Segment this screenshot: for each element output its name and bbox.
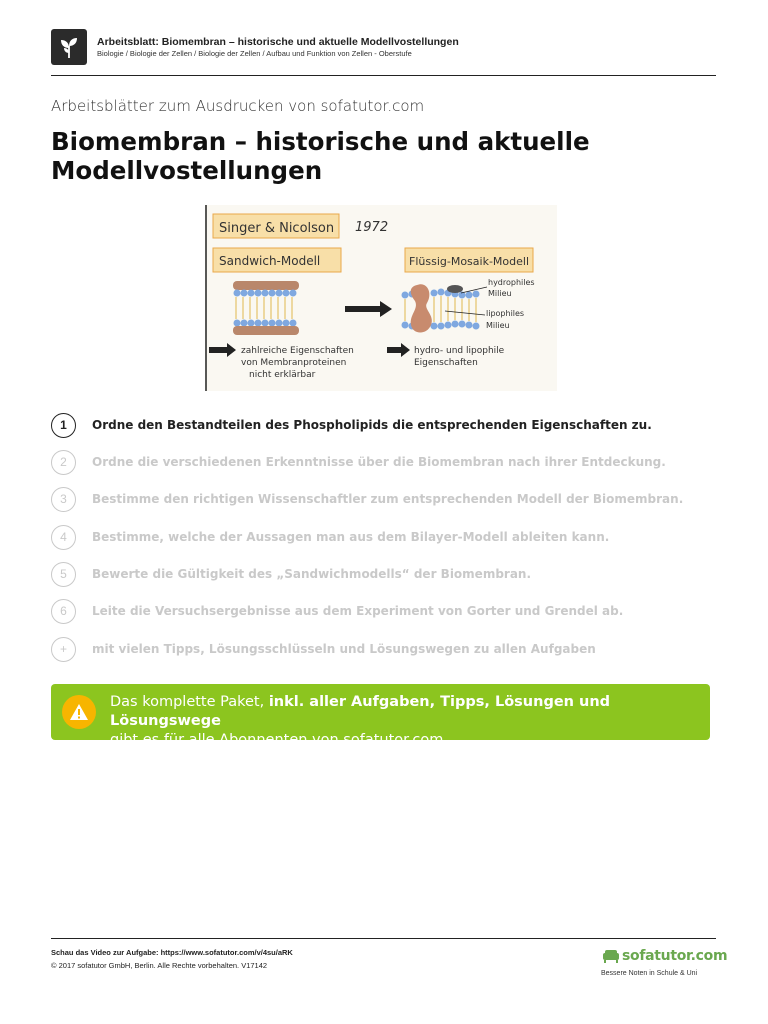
task-item[interactable] bbox=[51, 522, 716, 552]
plant-icon bbox=[51, 29, 87, 65]
task-text: mit vielen Tipps, Lösungsschlüsseln und Lösungswegen zu allen Aufgaben bbox=[92, 642, 596, 656]
task-number: 2 bbox=[51, 450, 76, 475]
task-item[interactable] bbox=[51, 634, 716, 664]
page-footer bbox=[51, 938, 728, 977]
right-model-label: Flüssig-Mosaik-Modell bbox=[409, 255, 529, 268]
task-text: Bewerte die Gültigkeit des „Sandwichmodells“ der Biomembran. bbox=[92, 567, 532, 581]
banner-text-prefix: Das komplette Paket, bbox=[110, 694, 269, 710]
note-left-2: von Membranproteinen bbox=[241, 358, 347, 368]
worksheet-header bbox=[51, 29, 716, 76]
banner-text-bold: inkl. aller Aufgaben, Tipps, Lösungen und Lösungswege bbox=[110, 694, 611, 729]
task-number: + bbox=[51, 637, 76, 662]
task-text: Ordne den Bestandteilen des Phospholipids die entsprechenden Eigenschaften zu. bbox=[92, 418, 652, 432]
brand-name: sofatutor.com bbox=[622, 948, 728, 964]
task-number: 1 bbox=[51, 413, 76, 438]
page-title-line-1: Biomembran – historische und aktuelle bbox=[51, 127, 590, 156]
figure-year: 1972 bbox=[355, 220, 389, 235]
page-subtitle: Arbeitsblätter zum Ausdrucken von sofatutor.com bbox=[51, 97, 425, 115]
note-left-3: nicht erklärbar bbox=[249, 370, 316, 380]
task-number: 5 bbox=[51, 562, 76, 587]
task-text: Ordne die verschiedenen Erkenntnisse über die Biomembran nach ihrer Entdeckung. bbox=[92, 455, 666, 469]
note-left-1: zahlreiche Eigenschaften bbox=[241, 346, 354, 356]
task-number: 4 bbox=[51, 525, 76, 550]
label-lipophil-2: Milieu bbox=[486, 321, 510, 330]
label-hydrophil-1: hydrophiles bbox=[488, 278, 535, 287]
label-lipophil-1: lipophiles bbox=[486, 309, 525, 318]
task-item[interactable] bbox=[51, 596, 716, 626]
membrane-model-illustration bbox=[205, 205, 557, 391]
task-number: 3 bbox=[51, 487, 76, 512]
subscription-banner[interactable] bbox=[51, 684, 710, 748]
warning-icon bbox=[62, 695, 96, 729]
task-item[interactable] bbox=[51, 484, 716, 514]
page-title bbox=[51, 127, 651, 185]
sofatutor-logo bbox=[601, 946, 728, 986]
figure-authors: Singer & Nicolson bbox=[219, 221, 335, 236]
task-item[interactable] bbox=[51, 559, 716, 589]
task-item[interactable] bbox=[51, 447, 716, 477]
task-text: Leite die Versuchsergebnisse aus dem Experiment von Gorter und Grendel ab. bbox=[92, 604, 624, 618]
left-model-label: Sandwich-Modell bbox=[219, 254, 321, 268]
task-item[interactable] bbox=[51, 410, 716, 440]
video-link[interactable]: Schau das Video zur Aufgabe: https://www.sofatutor.com/v/4su/aRK bbox=[51, 948, 293, 957]
brand-slogan: Bessere Noten in Schule & Uni bbox=[601, 970, 698, 977]
copyright-text: © 2017 sofatutor GmbH, Berlin. Alle Rechte vorbehalten. V17142 bbox=[51, 961, 268, 970]
header-title: Arbeitsblatt: Biomembran – historische und aktuelle Modellvostellungen bbox=[97, 36, 459, 48]
note-right-2: Eigenschaften bbox=[414, 358, 478, 368]
label-hydrophil-2: Milieu bbox=[488, 289, 512, 298]
breadcrumb: Biologie / Biologie der Zellen / Biologie der Zellen / Aufbau und Funktion von Zellen - Oberstufe bbox=[97, 49, 412, 58]
banner-text-line2: gibt es für alle Abonnenten von sofatutor.com bbox=[110, 732, 444, 748]
task-text: Bestimme den richtigen Wissenschaftler zum entsprechenden Modell der Biomembran. bbox=[92, 492, 684, 506]
page-title-line-2: Modellvostellungen bbox=[51, 156, 323, 185]
note-right-1: hydro- und lipophile bbox=[414, 346, 505, 356]
task-text: Bestimme, welche der Aussagen man aus dem Bilayer-Modell ableiten kann. bbox=[92, 530, 610, 544]
banner-text bbox=[110, 693, 710, 750]
sofa-icon bbox=[602, 949, 620, 963]
task-number: 6 bbox=[51, 599, 76, 624]
